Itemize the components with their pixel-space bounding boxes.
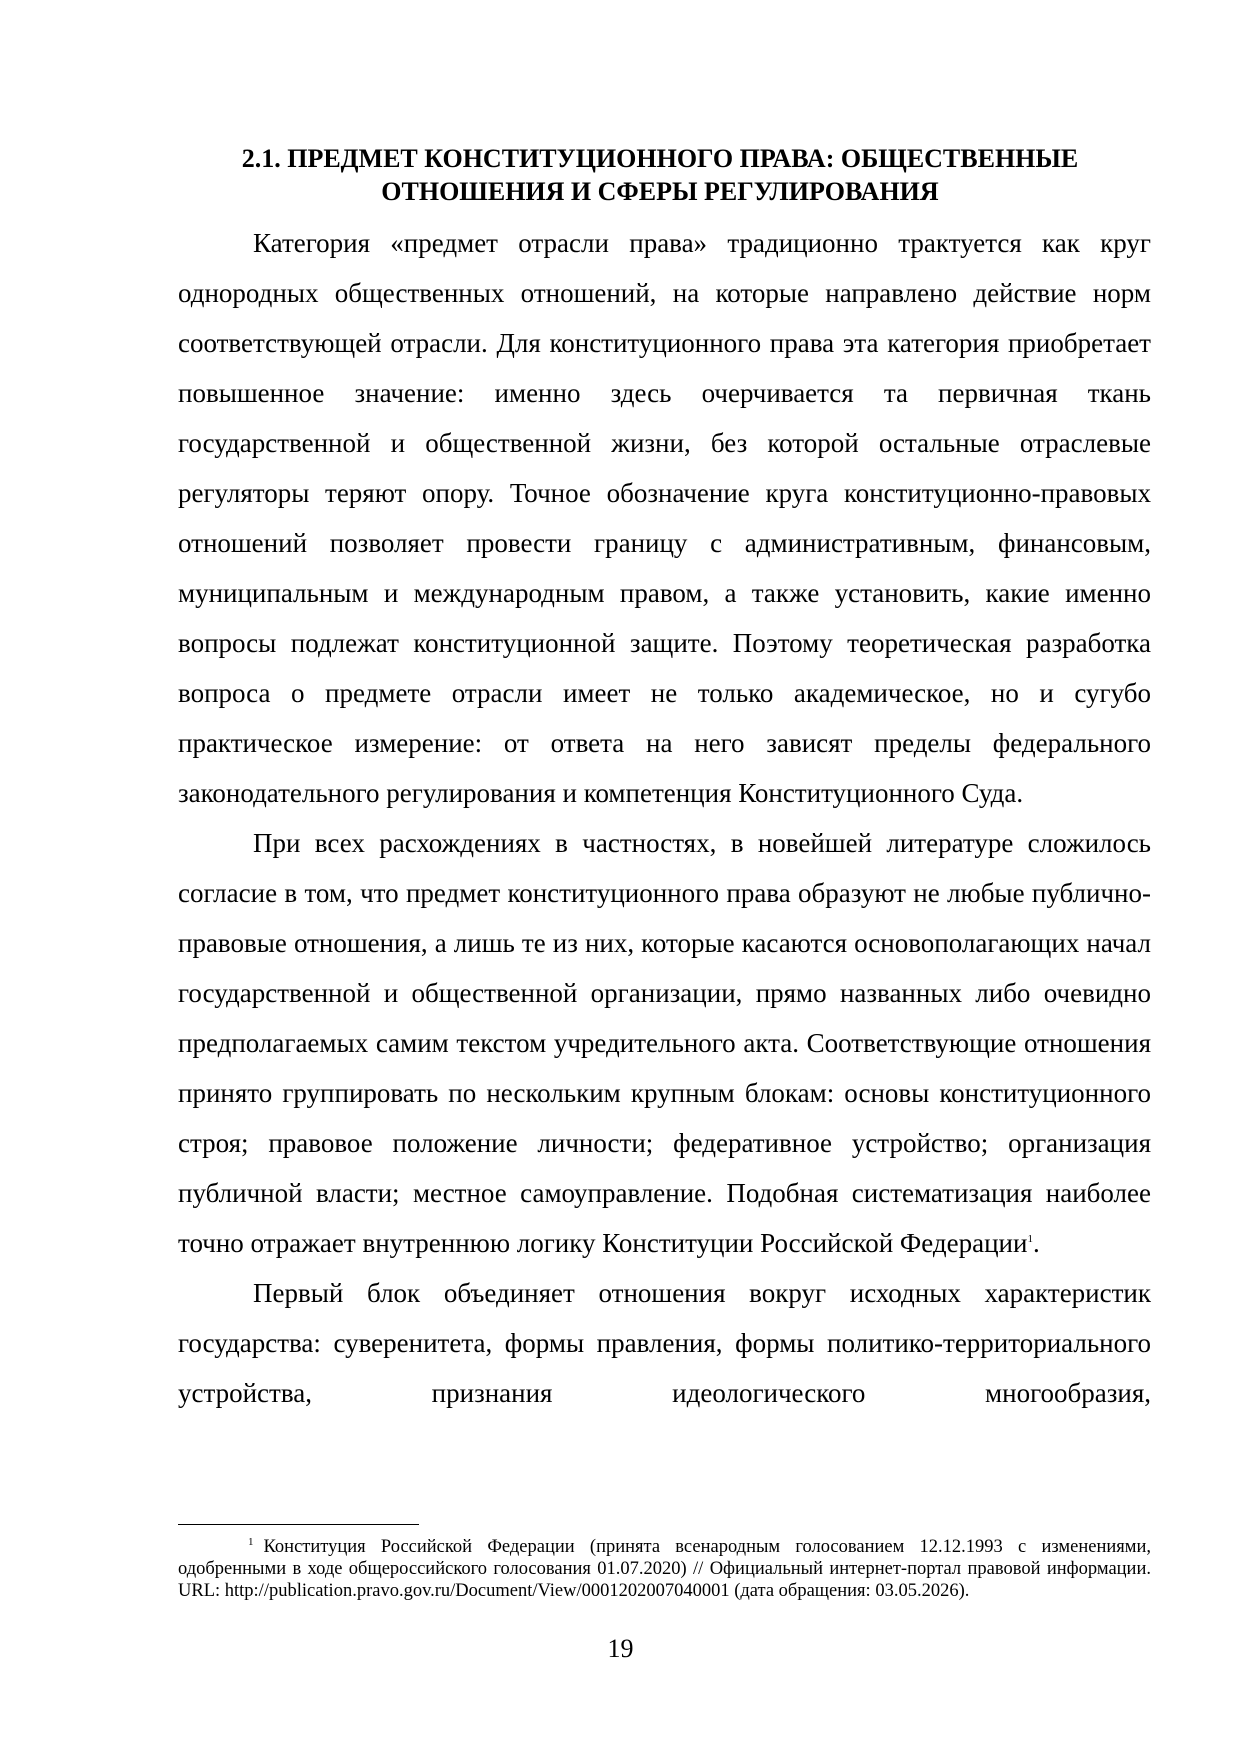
footnote-text: Конституция Российской Федерации (принята всенародным голосованием 12.12.1993 с изменениями, одобренными в ходе общероссийского голосования 01.07.2020) // Официальный интернет-портал правовой информации. URL: http://publication.pravo.gov.ru/Document/View/0001202007040001 (дата обращения: 03.05.2026). xyxy=(178,1537,1151,1601)
paragraph-1 xyxy=(178,218,1151,818)
paragraph-2-text: При всех расхождениях в частностях, в новейшей литературе сложилось согласие в том, что предмет конституционного права образуют не любые публично-правовые отношения, а лишь те из них, которые касаются основополагающих начал государственной и общественной организации, прямо названных либо очевидно предполагаемых самим текстом учредительного акта. Соответствующие отношения принято группировать по нескольким крупным блокам: основы конституционного строя; правовое положение личности; федеративное устройство; организация публичной власти; местное самоуправление. Подобная систематизация наиболее точно отражает внутреннюю логику Конституции Российской Федерации xyxy=(178,828,1151,1258)
body-text xyxy=(178,218,1151,1418)
paragraph-3-text: Первый блок объединяет отношения вокруг исходных характеристик государства: суверенитета, формы правления, формы политико-территориального устройства, признания идеологического многообразия, xyxy=(178,1278,1151,1408)
footnote xyxy=(178,1536,1151,1602)
paragraph-1-text: Категория «предмет отрасли права» традиционно трактуется как круг однородных общественных отношений, на которые направлено действие норм соответствующей отрасли. Для конституционного права эта категория приобретает повышенное значение: именно здесь очерчивается та первичная ткань государственной и общественной жизни, без которой остальные отраслевые регуляторы теряют опору. Точное обозначение круга конституционно-правовых отношений позволяет провести границу с административным, финансовым, муниципальным и международным правом, а также установить, какие именно вопросы подлежат конституционной защите. Поэтому теоретическая разработка вопроса о предмете отрасли имеет не только академическое, но и сугубо практическое измерение: от ответа на него зависят пределы федерального законодательного регулирования и компетенция Конституционного Суда. xyxy=(178,228,1151,808)
paragraph-3 xyxy=(178,1268,1151,1418)
section-heading-line-2: ОТНОШЕНИЯ И СФЕРЫ РЕГУЛИРОВАНИЯ xyxy=(381,177,939,206)
section-heading-line-1: 2.1. ПРЕДМЕТ КОНСТИТУЦИОННОГО ПРАВА: ОБЩЕСТВЕННЫЕ xyxy=(241,144,1079,173)
footnote-separator xyxy=(178,1524,419,1525)
paragraph-2: При всех расхождениях в частностях, в новейшей литературе сложилось согласие в том, что предмет конституционного права образуют не любые публично-правовые отношения, а лишь те из них, которые касаются основополагающих начал государственной и общественной организации, прямо названных либо очевидно предполагаемых самим текстом учредительного акта. Соответствующие отношения принято группировать по нескольким крупным блокам: основы конституционного строя; правовое положение личности; федеративное устройство; организация публичной власти; местное самоуправление. Подобная систематизация наиболее точно отражает внутреннюю логику Конституции Российской Федерации$^1$. xyxy=(178,828,1151,1258)
page-number: 19 xyxy=(607,1634,634,1663)
footnote-mark: 1 xyxy=(248,1535,254,1548)
section-heading xyxy=(160,142,1160,208)
footnote-reference[interactable]: 1 xyxy=(1027,1233,1033,1245)
